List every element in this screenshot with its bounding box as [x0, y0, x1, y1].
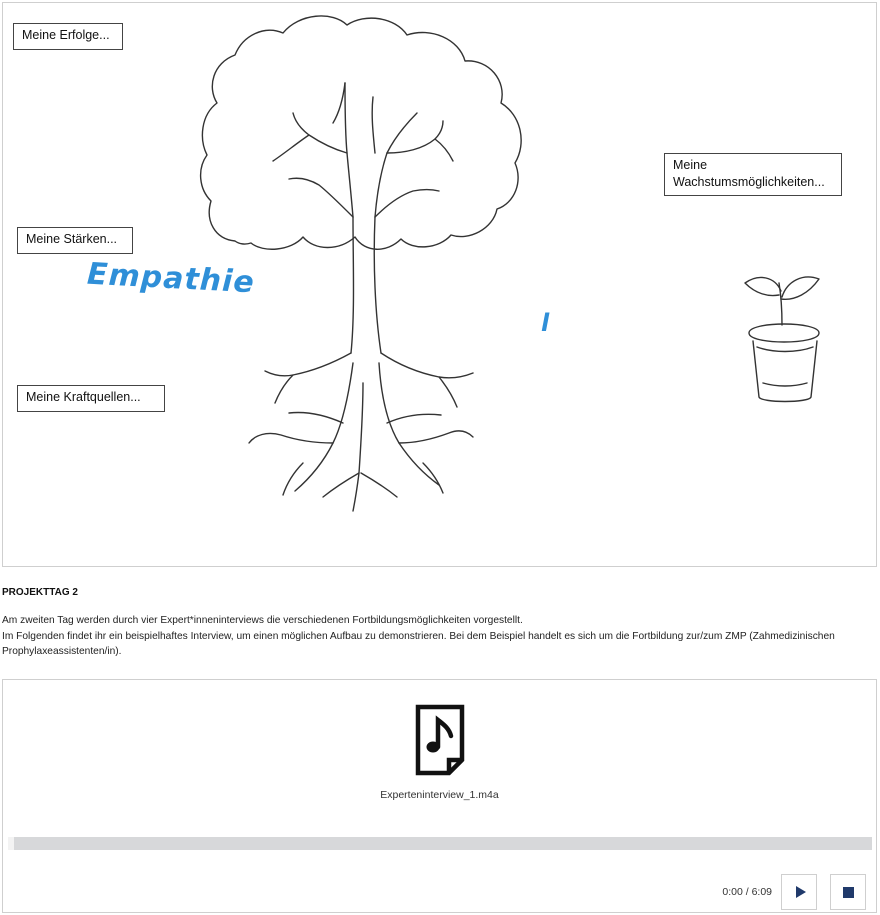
label-text-line1: Meine — [673, 158, 708, 172]
label-text: Meine Kraftquellen... — [26, 390, 141, 404]
label-meine-staerken[interactable] — [17, 227, 133, 254]
label-text: Meine Erfolge... — [22, 28, 110, 42]
audio-time: 0:00 / 6:09 — [722, 886, 772, 898]
audio-player — [2, 679, 877, 913]
label-text: Meine Stärken... — [26, 232, 118, 246]
play-button[interactable] — [781, 874, 817, 910]
play-icon — [796, 886, 806, 898]
section-title: PROJEKTTAG 2 — [2, 587, 78, 598]
whiteboard-canvas[interactable] — [2, 2, 877, 567]
handwritten-mark[interactable]: l — [541, 309, 550, 337]
description-line-2: Im Folgenden findet ihr ein beispielhaftes Interview, um einen möglichen Aufbau zu demonstrieren. Bei dem Beispiel handelt es sich um die Fortbildung zur/zum ZMP (Zahmedizinischen Prophylaxeassistenten/in). — [2, 630, 835, 657]
audio-progress-bar[interactable] — [8, 837, 872, 850]
section-description — [2, 613, 862, 660]
label-meine-kraftquellen[interactable] — [17, 385, 165, 412]
audio-file-icon — [413, 704, 467, 781]
stop-icon — [843, 887, 854, 898]
label-meine-wachstumsmoeglichkeiten[interactable] — [664, 153, 842, 196]
label-text-line2: Wachstumsmöglichkeiten... — [673, 175, 825, 189]
label-meine-erfolge[interactable] — [13, 23, 123, 50]
description-line-1: Am zweiten Tag werden durch vier Expert*inneninterviews die verschiedenen Fortbildungsmöglichkeiten vorgestellt. — [2, 615, 523, 626]
stop-button[interactable] — [830, 874, 866, 910]
handwritten-empathie[interactable]: Empathie — [86, 256, 256, 301]
audio-filename: Experteninterview_1.m4a — [380, 789, 499, 801]
